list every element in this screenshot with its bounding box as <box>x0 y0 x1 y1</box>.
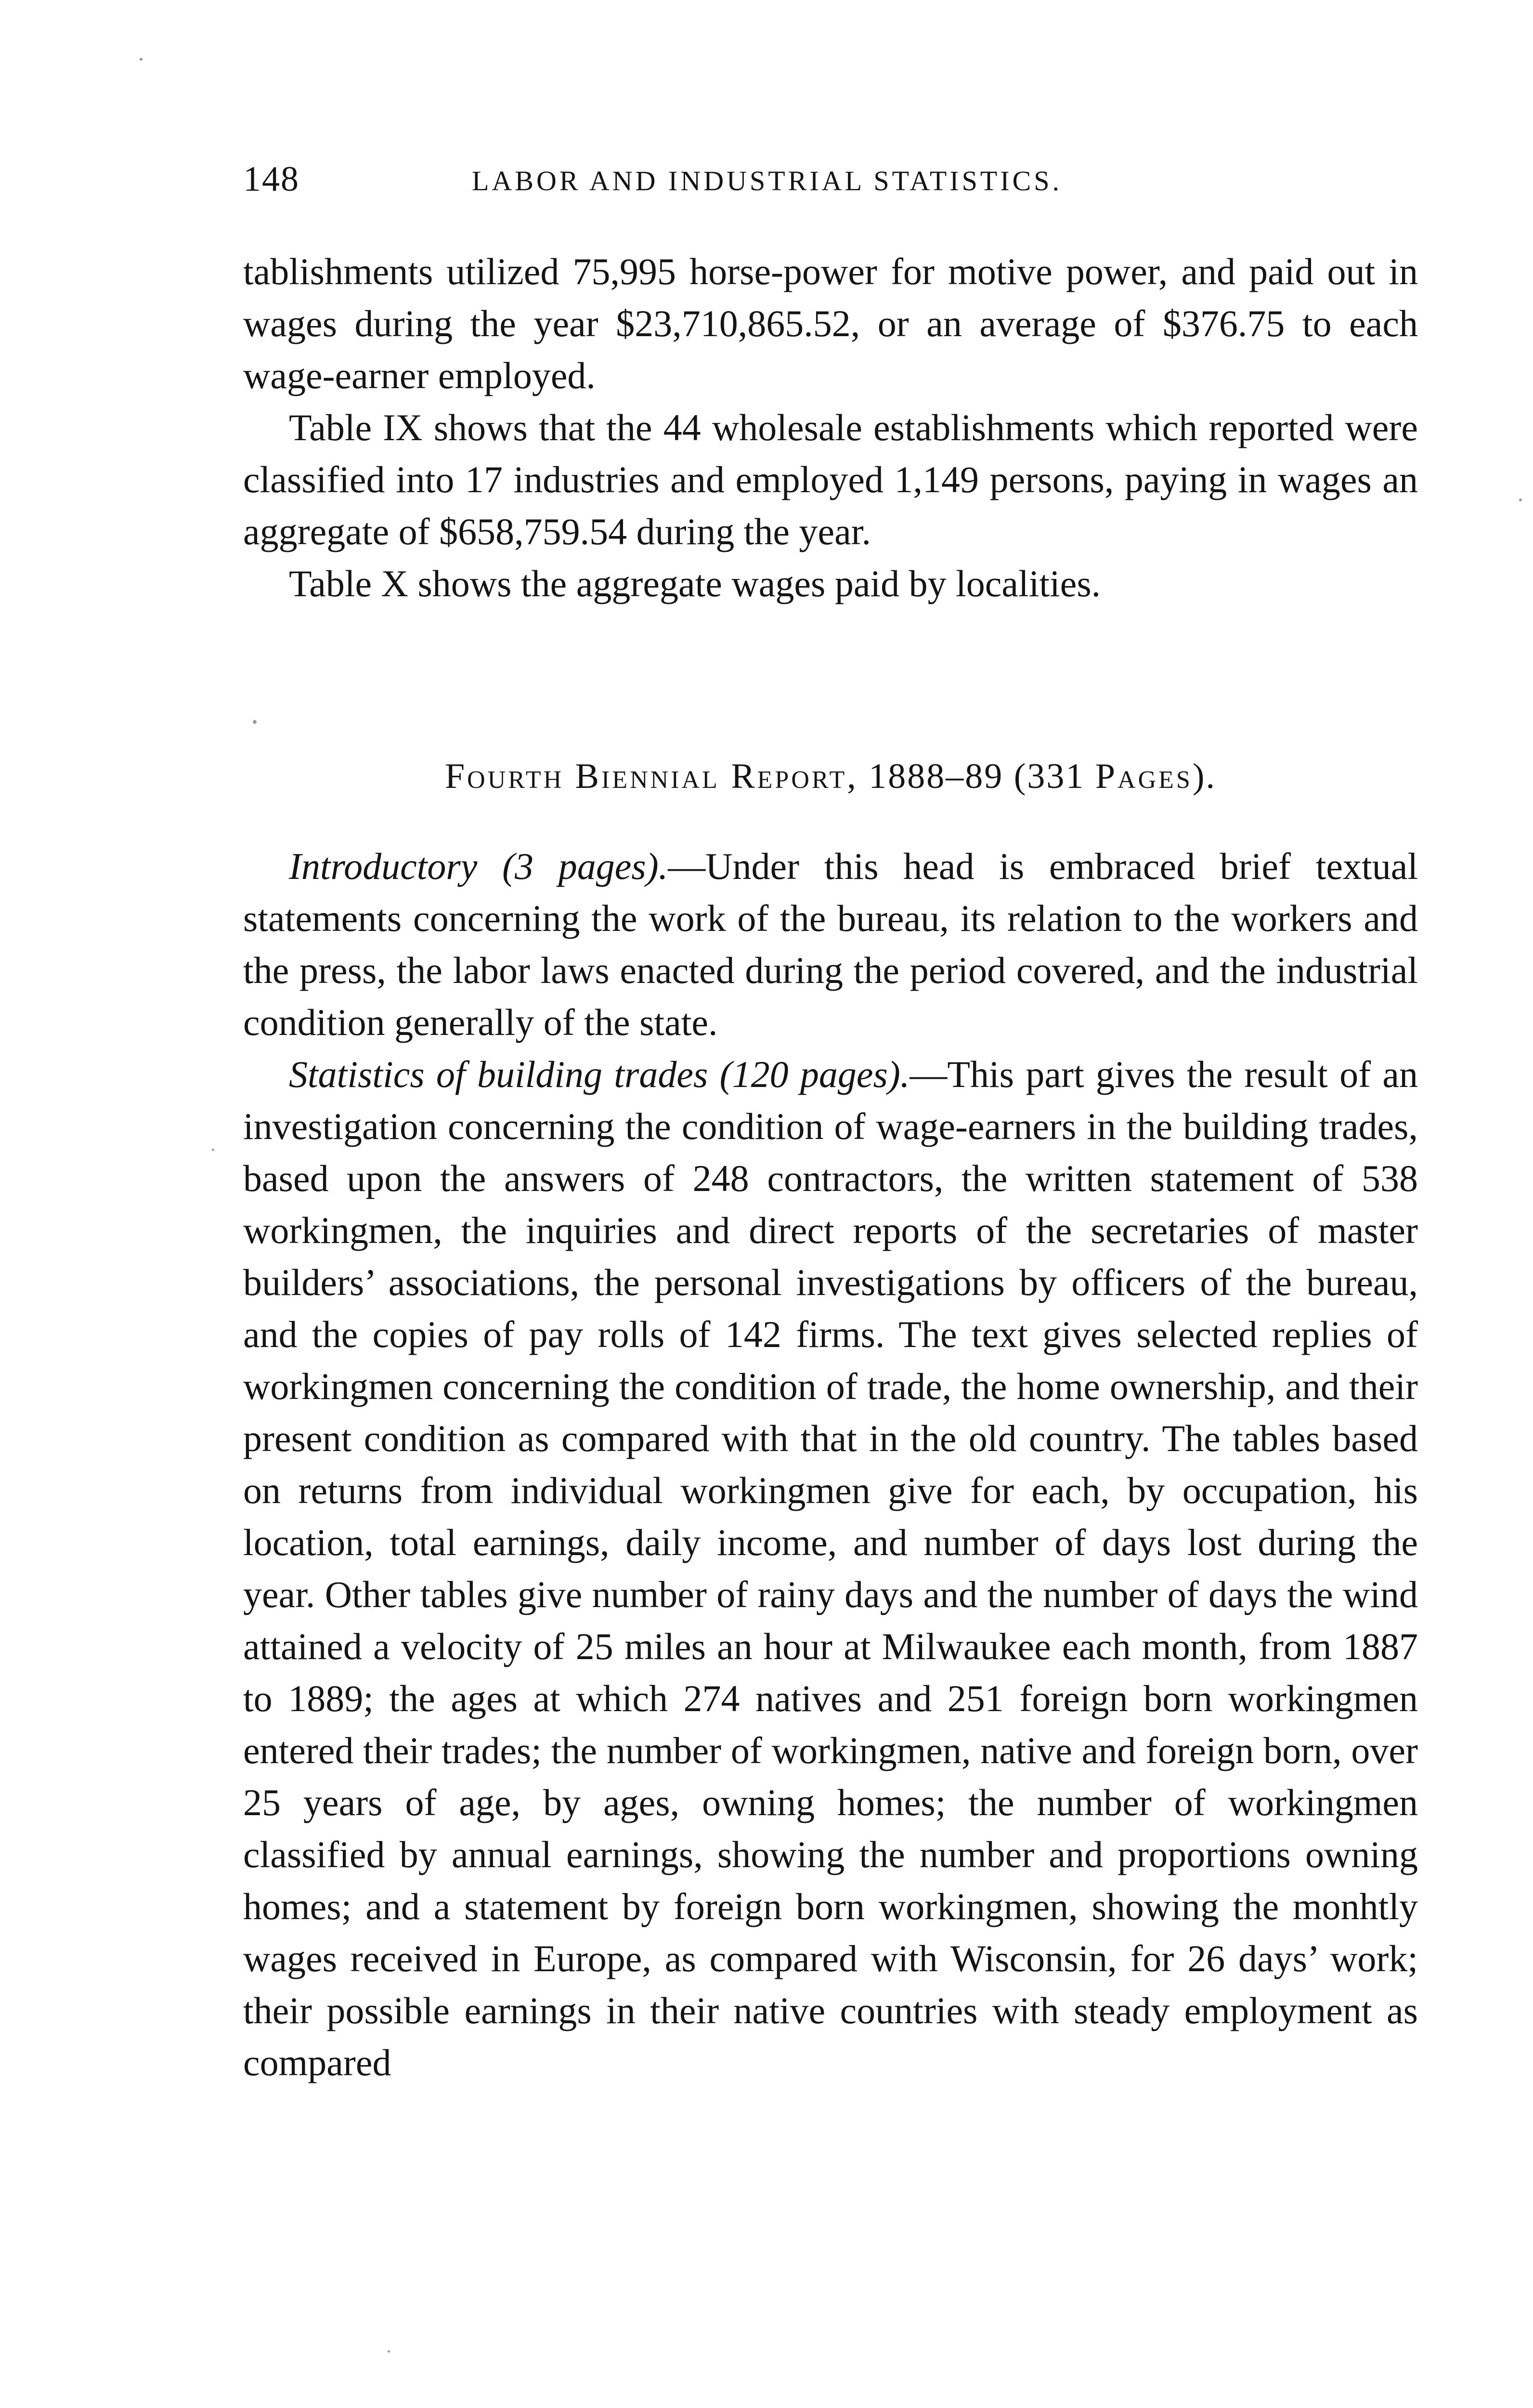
introductory-heading: Introductory (3 pages). <box>289 845 668 887</box>
paragraph-table-ix: Table IX shows that the 44 wholesale establishments which reported were classified into 17 industries and employed 1,149 persons, paying in wages an aggregate of $658,759.54 during the year. <box>243 406 1418 552</box>
paper-speck <box>388 2350 390 2353</box>
page-number: 148 <box>243 159 299 199</box>
introductory-text: —Under this head is embraced brief textual statements concerning the work of the bureau, its relation to the workers and the press, the labor laws enacted during the period covered, and the industrial condition generally of the state. <box>243 845 1418 1043</box>
section-heading-close: ). <box>1192 757 1216 796</box>
page-header <box>243 159 1216 212</box>
paper-speck <box>140 58 143 61</box>
building-trades-text: —This part gives the result of an investigation concerning the condition of wage-earners in the building trades, based upon the answers of 248 contractors, the written statement of 538 workingmen, the inquiries and direct reports of the secretaries of master builders’ associations, the personal investigations by officers of the bureau, and the copies of pay rolls of 142 firms. The text gives selected replies of workingmen concerning the condition of trade, the home ownership, and their present condition as compared with that in the old country. The tables based on returns from individual workingmen give for each, by occupation, his location, total earnings, daily income, and number of days lost during the year. Other tables give number of rainy days and the number of days the wind attained a velocity of 25 miles an hour at Milwaukee each month, from 1887 to 1889; the ages at which 274 natives and 251 foreign born workingmen entered their trades; the number of workingmen, native and foreign born, over 25 years of age, by ages, owning homes; the number of workingmen classified by annual earnings, showing the number and proportions owning homes; and a statement by foreign born workingmen, showing the monhtly wages received in Europe, as compared with Wisconsin, for 26 days’ work; their possible earnings in their native countries with steady employment as compared <box>243 1053 1418 2083</box>
section-heading-years: 1888–89 (331 <box>858 757 1095 796</box>
paragraph-building-trades <box>243 1048 1418 2089</box>
building-trades-heading: Statistics of building trades (120 pages). <box>289 1053 910 1095</box>
paper-speck <box>212 1149 214 1151</box>
section-heading-pages: Pages <box>1095 757 1193 796</box>
section-heading <box>243 756 1418 797</box>
paragraph-table-x: Table X shows the aggregate wages paid by localities. <box>289 563 1101 604</box>
paper-speck <box>1519 498 1522 501</box>
body-text-bottom <box>243 840 1418 2089</box>
body-text-top <box>243 246 1418 610</box>
running-title: LABOR AND INDUSTRIAL STATISTICS. <box>472 165 1063 196</box>
paper-speck <box>253 720 257 724</box>
section-heading-title: Fourth Biennial Report, <box>445 757 858 796</box>
paragraph-introductory <box>243 840 1418 1048</box>
paragraph-continued: tablishments utilized 75,995 horse-power for motive power, and paid out in wages during the year $23,710,865.52, or an average of $376.75 to each wage-earner employed. <box>243 250 1418 396</box>
